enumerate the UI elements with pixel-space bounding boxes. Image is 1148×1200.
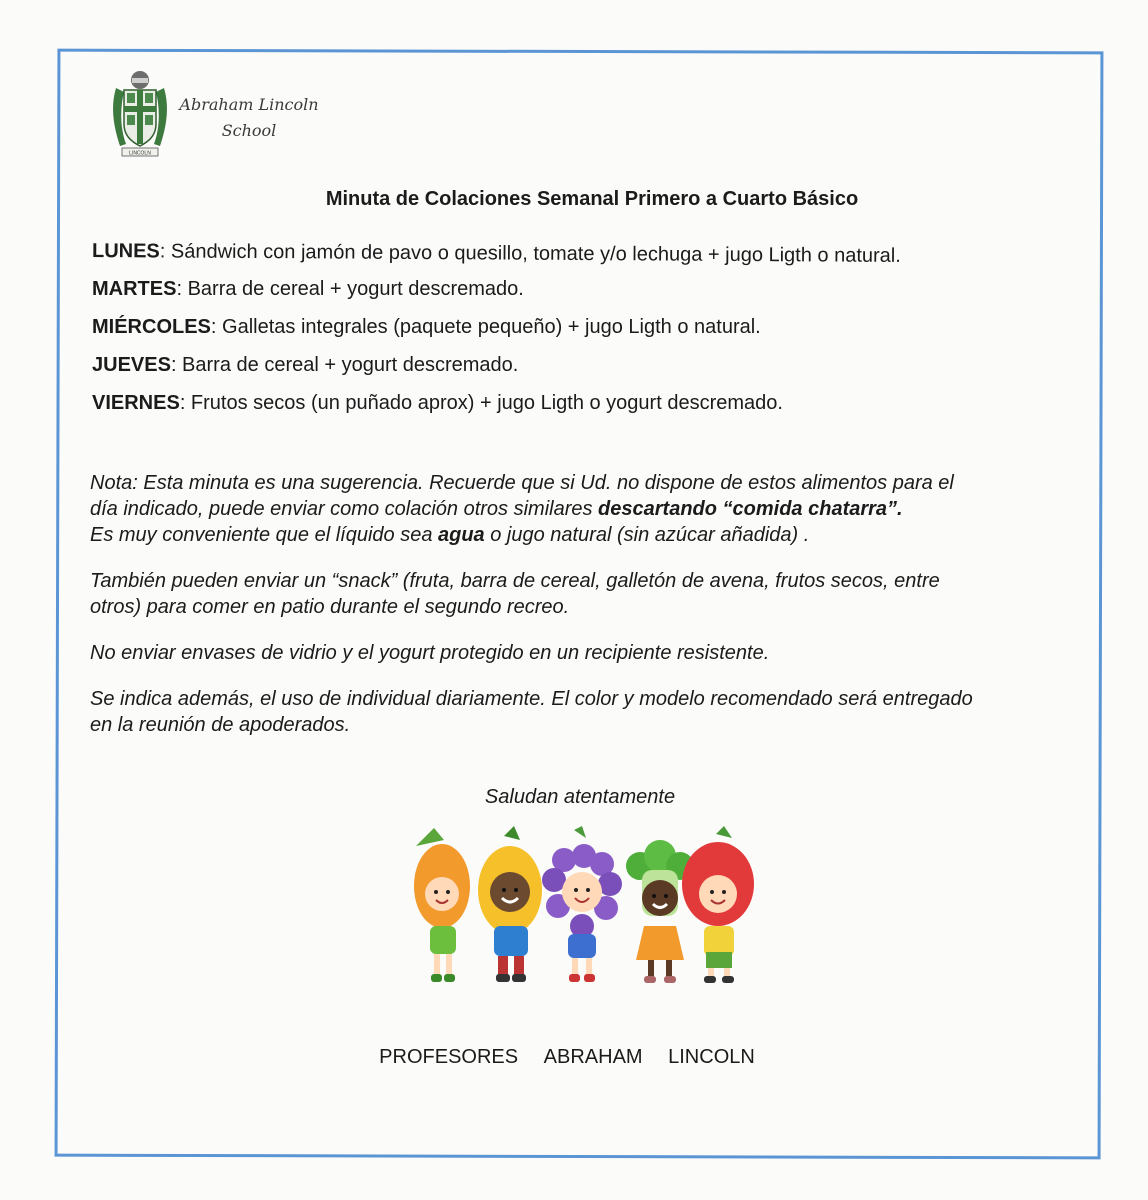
note-line bbox=[90, 522, 1100, 548]
grape-kid-icon bbox=[542, 826, 622, 982]
note-line bbox=[90, 496, 1100, 522]
weekly-menu bbox=[92, 236, 1092, 426]
kids-fruit-costumes-illustration bbox=[404, 826, 764, 996]
school-name-line2: School bbox=[221, 121, 277, 140]
menu-row-lunes bbox=[92, 236, 1092, 280]
page-title: Minuta de Colaciones Semanal Primero a Cuarto Básico bbox=[325, 188, 859, 210]
menu-row-viernes bbox=[92, 388, 1092, 426]
note-text: día indicado, puede enviar como colación otros similares bbox=[90, 498, 599, 520]
day-label: MARTES bbox=[92, 278, 177, 300]
day-label: JUEVES bbox=[92, 354, 171, 376]
day-snack: : Barra de cereal + yogurt descremado. bbox=[170, 354, 519, 376]
note-emphasis: descartando “comida chatarra”. bbox=[598, 498, 903, 520]
note-line: Nota: Esta minuta es una sugerencia. Recuerde que si Ud. no dispone de estos alimentos para el bbox=[90, 472, 954, 494]
crest-motto: LINCOLN bbox=[129, 150, 151, 157]
menu-row-miercoles bbox=[92, 312, 1092, 350]
apple-kid-icon bbox=[682, 826, 754, 983]
signature-line bbox=[0, 1046, 1134, 1069]
note-line: en la reunión de apoderados. bbox=[90, 714, 351, 736]
day-label: LUNES bbox=[91, 240, 160, 263]
day-snack: : Sándwich con jamón de pavo o quesillo, tomate y/o lechuga + jugo Ligth o natural. bbox=[159, 240, 901, 267]
mango-kid-icon bbox=[478, 826, 542, 982]
school-name bbox=[174, 92, 324, 144]
note-line: También pueden enviar un “snack” (fruta, barra de cereal, galletón de avena, frutos secos, entre bbox=[90, 570, 940, 592]
day-label: VIERNES bbox=[92, 392, 180, 414]
note-text: Es muy conveniente que el líquido sea bbox=[90, 524, 438, 546]
note-emphasis: agua bbox=[438, 524, 485, 546]
broccoli-kid-icon bbox=[626, 840, 694, 983]
day-label: MIÉRCOLES bbox=[92, 316, 211, 338]
note-line: No enviar envases de vidrio y el yogurt protegido en un recipiente resistente. bbox=[90, 642, 770, 664]
sign-off: Saludan atentamente bbox=[484, 786, 676, 808]
menu-row-jueves bbox=[92, 350, 1092, 388]
footer-word: PROFESORES bbox=[379, 1046, 519, 1068]
day-snack: : Frutos secos (un puñado aprox) + jugo Ligth o yogurt descremado. bbox=[179, 392, 783, 414]
note-line: otros) para comer en patio durante el segundo recreo. bbox=[90, 596, 570, 618]
notes-section bbox=[90, 470, 1100, 738]
note-line: Se indica además, el uso de individual diariamente. El color y modelo recomendado será entregado bbox=[90, 688, 973, 710]
day-snack: : Barra de cereal + yogurt descremado. bbox=[176, 278, 524, 300]
footer-word: LINCOLN bbox=[668, 1046, 755, 1068]
menu-row-martes bbox=[92, 274, 1092, 312]
note-text: o jugo natural (sin azúcar añadida) . bbox=[484, 524, 810, 546]
school-crest-icon bbox=[110, 68, 170, 158]
day-snack: : Galletas integrales (paquete pequeño) + jugo Ligth o natural. bbox=[210, 316, 761, 338]
carrot-kid-icon bbox=[414, 828, 470, 982]
footer-word: ABRAHAM bbox=[543, 1046, 643, 1068]
school-name-line1: Abraham Lincoln bbox=[179, 95, 319, 114]
school-logo bbox=[110, 68, 330, 158]
